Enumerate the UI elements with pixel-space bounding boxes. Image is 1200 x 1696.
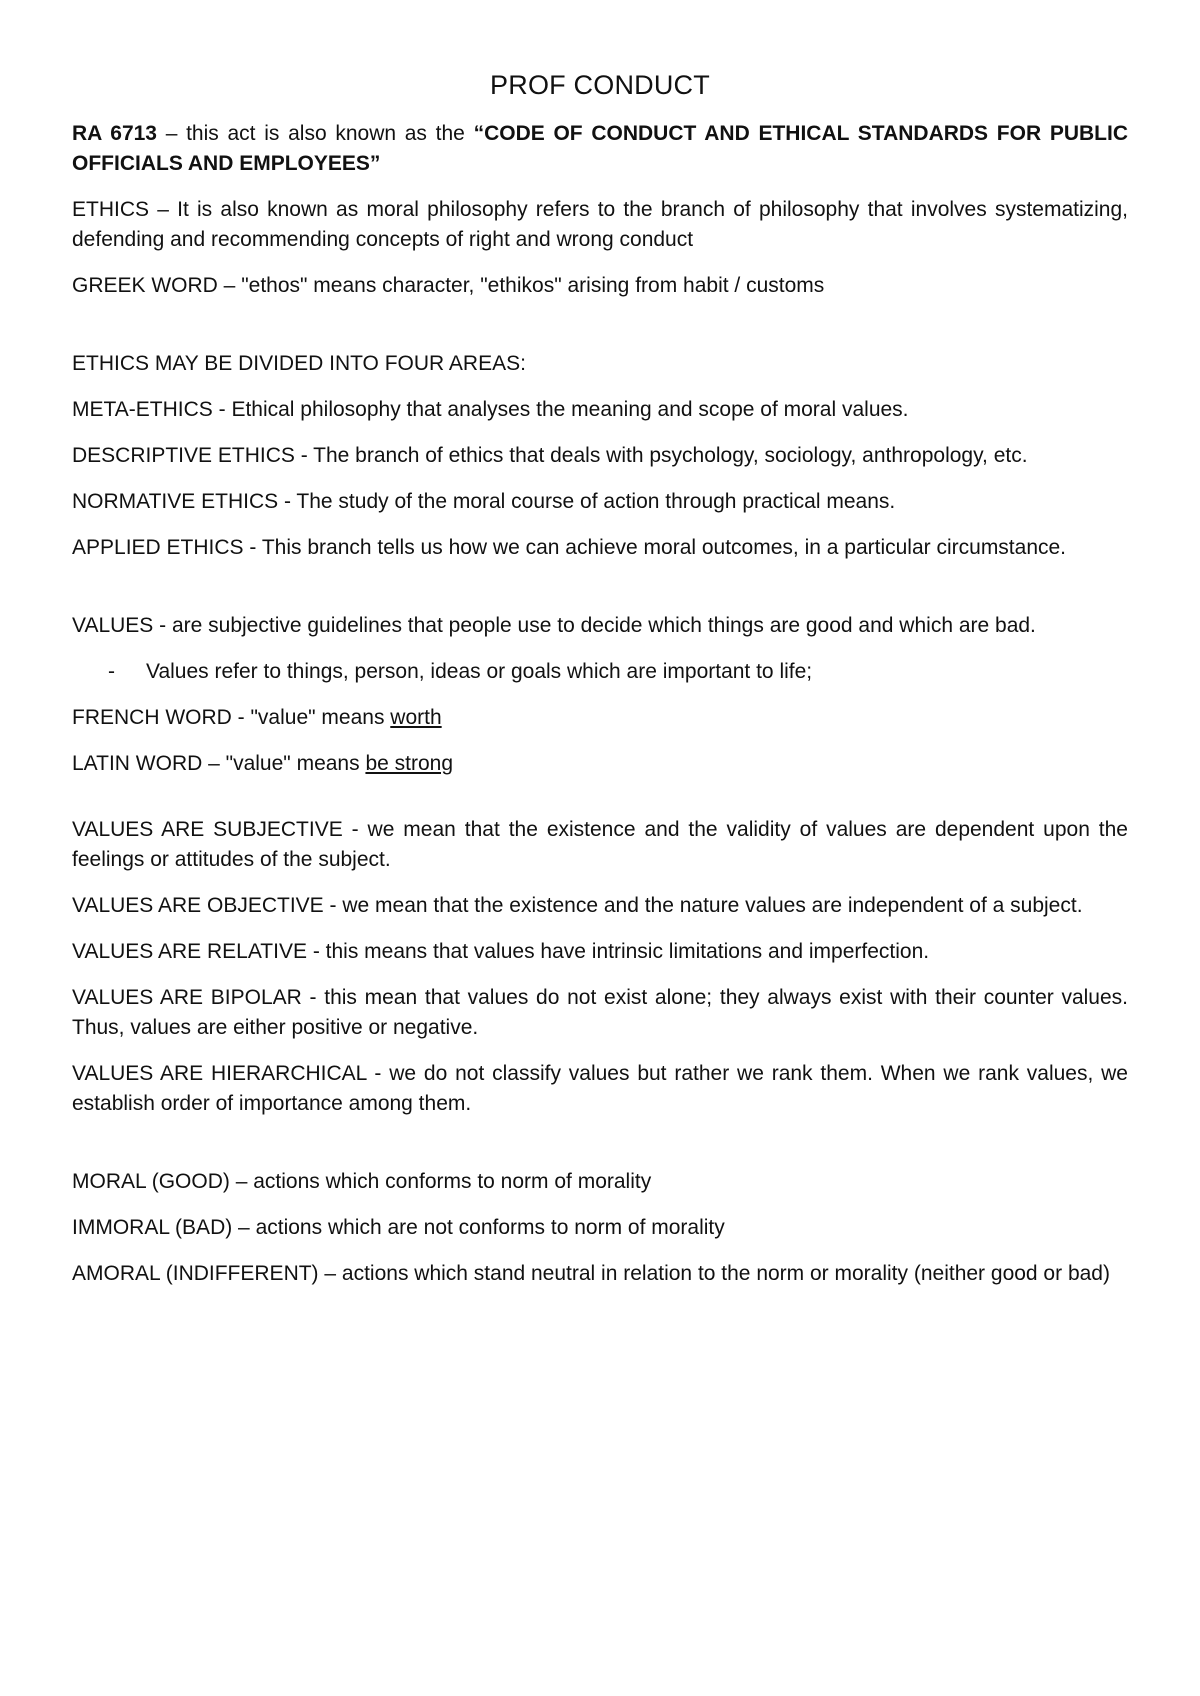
values-bipolar: VALUES ARE BIPOLAR - this mean that values do not exist alone; they always exist with their counter values. Thus, values are either positive or negative. [72,986,1128,1039]
spacer [72,579,1128,611]
french-underlined: worth [390,706,442,729]
french-prefix: FRENCH WORD - "value" means [72,706,391,729]
values-definition: VALUES - are subjective guidelines that people use to decide which things are good and which are bad. [72,614,1036,637]
bullet-dash: - [108,660,115,683]
greek-word: GREEK WORD – "ethos" means character, "ethikos" arising from habit / customs [72,274,825,297]
ra-text: – this act is also known as the [156,122,474,145]
spacer [72,317,1128,349]
area-meta-ethics: META-ETHICS - Ethical philosophy that analyses the meaning and scope of moral values. [72,398,909,421]
spacer [72,795,1128,815]
areas-heading: ETHICS MAY BE DIVIDED INTO FOUR AREAS: [72,352,526,375]
ra-paragraph [72,119,1128,179]
spacer [72,1135,1128,1167]
values-relative: VALUES ARE RELATIVE - this means that values have intrinsic limitations and imperfection. [72,940,930,963]
ra-term: RA 6713 [72,122,157,145]
french-word [72,703,1128,733]
values-bullet [108,657,1128,687]
values-hierarchical: VALUES ARE HIERARCHICAL - we do not classify values but rather we rank them. When we rank values, we establish order of importance among them. [72,1062,1128,1115]
ra-quote: “CODE OF CONDUCT AND ETHICAL STANDARDS FOR PUBLIC OFFICIALS AND EMPLOYEES” [72,122,1128,175]
area-applied-ethics: APPLIED ETHICS - This branch tells us how we can achieve moral outcomes, in a particular circumstance. [72,536,1067,559]
values-bullet-text: Values refer to things, person, ideas or goals which are important to life; [146,660,813,683]
moral-good: MORAL (GOOD) – actions which conforms to norm of morality [72,1170,652,1193]
values-subjective: VALUES ARE SUBJECTIVE - we mean that the existence and the validity of values are dependent upon the feelings or attitudes of the subject. [72,818,1128,871]
area-normative-ethics: NORMATIVE ETHICS - The study of the moral course of action through practical means. [72,490,896,513]
latin-underlined: be strong [365,752,453,775]
values-objective: VALUES ARE OBJECTIVE - we mean that the existence and the nature values are independent of a subject. [72,894,1083,917]
amoral-indifferent: AMORAL (INDIFFERENT) – actions which stand neutral in relation to the norm or morality (neither good or bad) [72,1262,1110,1285]
immoral-bad: IMMORAL (BAD) – actions which are not conforms to norm of morality [72,1216,725,1239]
latin-word [72,749,1128,779]
area-descriptive-ethics: DESCRIPTIVE ETHICS - The branch of ethics that deals with psychology, sociology, anthropology, etc. [72,444,1028,467]
page-title: PROF CONDUCT [490,70,710,100]
ethics-definition: ETHICS – It is also known as moral philosophy refers to the branch of philosophy that involves systematizing, defending and recommending concepts of right and wrong conduct [72,198,1128,251]
latin-prefix: LATIN WORD – "value" means [72,752,366,775]
